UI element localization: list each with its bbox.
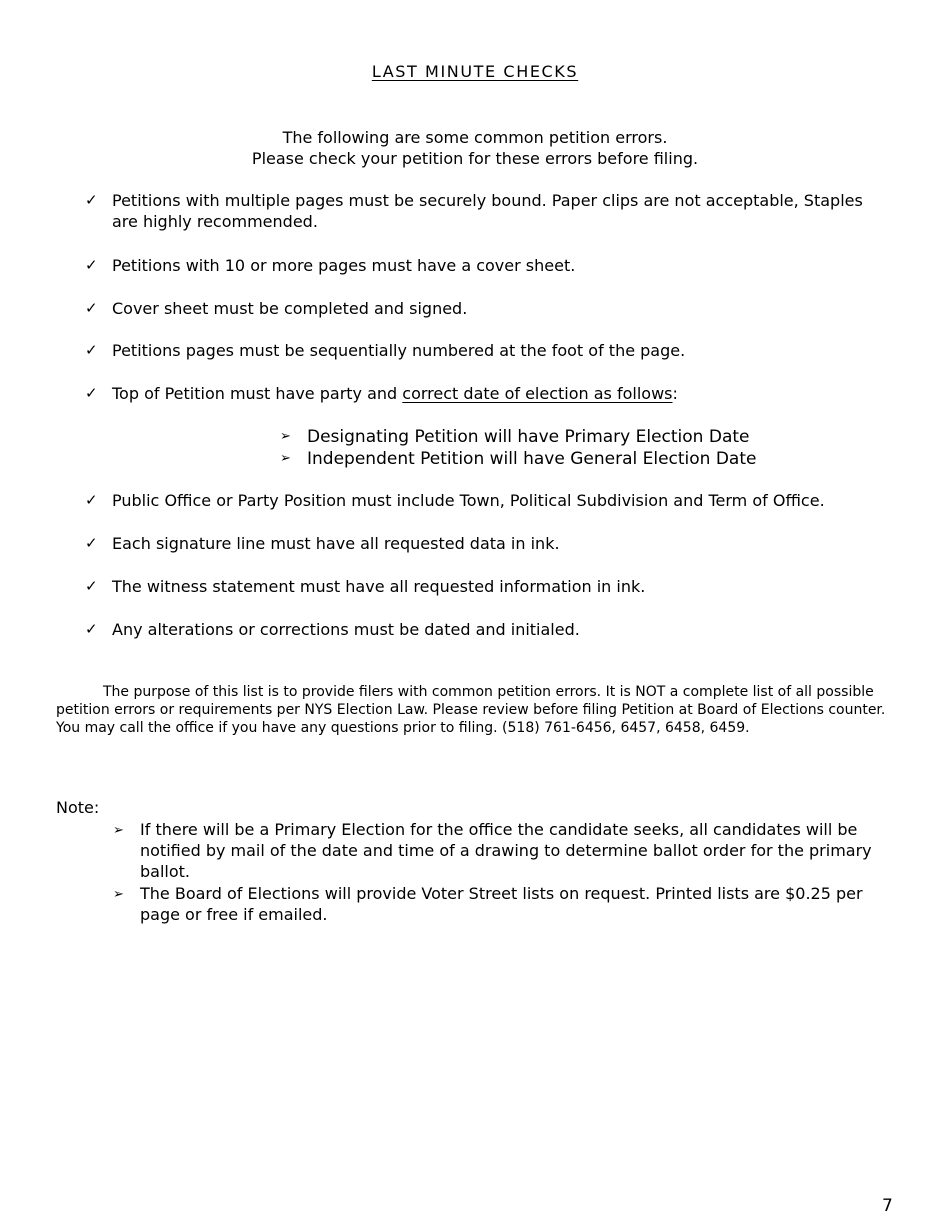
checkmark-icon: ✓	[85, 299, 98, 317]
page-number: 7	[882, 1196, 893, 1216]
checklist-item-text: Any alterations or corrections must be dated and initialed.	[112, 620, 580, 639]
note-item-text: The Board of Elections will provide Voter Street lists on request. Printed lists are $0.25 per page or free if emailed.	[140, 884, 863, 924]
note-label: Note:	[56, 798, 100, 817]
checklist-item-text: The witness statement must have all requested information in ink.	[112, 577, 646, 596]
checklist-item-text: Petitions with 10 or more pages must have a cover sheet.	[112, 256, 576, 275]
intro-line-1: The following are some common petition errors.	[282, 128, 668, 147]
checkmark-icon: ✓	[85, 256, 98, 274]
checklist-item-text: Petitions pages must be sequentially numbered at the foot of the page.	[112, 341, 686, 360]
disclaimer-text: The purpose of this list is to provide filers with common petition errors. It is NOT a complete list of all possible petition errors or requirements per NYS Election Law. Please review before filing Petition at Board of Elections counter. You may call the office if you have any questions prior to filing. (518) 761-6456, 6457, 6458, 6459.	[56, 684, 886, 736]
checklist-item-text: Each signature line must have all requested data in ink.	[112, 534, 560, 553]
checkmark-icon: ✓	[85, 341, 98, 359]
page-title: LAST MINUTE CHECKS	[371, 62, 579, 81]
checklist-item-prefix: Top of Petition must have party and	[112, 384, 403, 403]
checkmark-icon: ✓	[85, 384, 98, 402]
checkmark-icon: ✓	[85, 491, 98, 509]
election-date-text: Designating Petition will have Primary Election Date	[307, 427, 750, 447]
intro-line-2: Please check your petition for these errors before filing.	[251, 149, 699, 168]
arrowhead-bullet-icon: ➢	[280, 451, 291, 466]
checkmark-icon: ✓	[85, 191, 98, 209]
note-item-text: If there will be a Primary Election for the office the candidate seeks, all candidates will be notified by mail of the date and time of a drawing to determine ballot order for the primary ballot.	[140, 820, 872, 881]
checkmark-icon: ✓	[85, 620, 98, 638]
arrowhead-bullet-icon: ➢	[280, 429, 291, 444]
checkmark-icon: ✓	[85, 534, 98, 552]
intro-text	[0, 127, 950, 169]
checklist-item-text: Petitions with multiple pages must be securely bound. Paper clips are not acceptable, Staples are highly recommended.	[112, 191, 863, 231]
underlined-phrase: correct date of election as follows	[402, 384, 673, 403]
checklist-item-text: Public Office or Party Position must include Town, Political Subdivision and Term of Office.	[112, 491, 825, 510]
arrowhead-bullet-icon: ➢	[113, 823, 124, 838]
checkmark-icon: ✓	[85, 577, 98, 595]
checklist-item-suffix: :	[672, 384, 678, 403]
arrowhead-bullet-icon: ➢	[113, 887, 124, 902]
disclaimer-paragraph	[56, 683, 886, 737]
checklist-item-text	[112, 383, 872, 404]
election-date-text: Independent Petition will have General Election Date	[307, 449, 757, 469]
checklist-item-text: Cover sheet must be completed and signed.	[112, 299, 468, 318]
